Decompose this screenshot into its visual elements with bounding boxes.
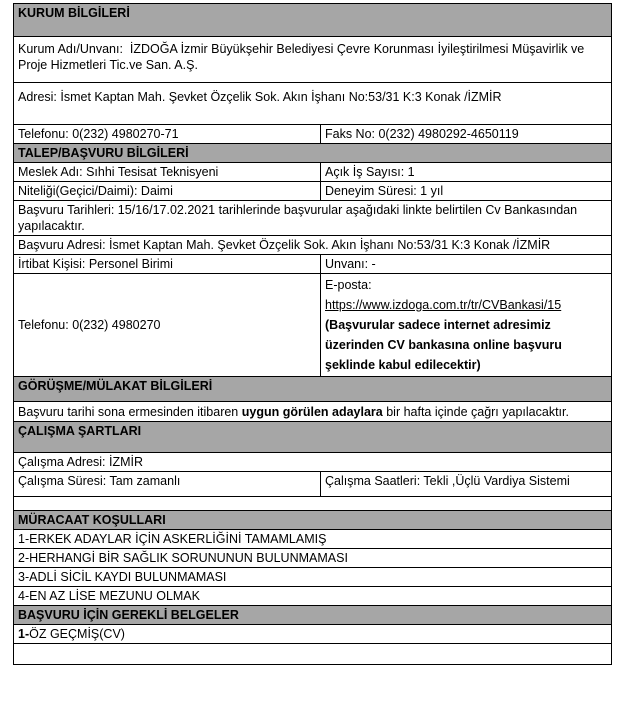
document-item-number: 1- <box>18 627 30 641</box>
interview-text-after: bir hafta içinde çağrı yapılacaktır. <box>382 405 569 419</box>
institution-section-header: KURUM BİLGİLERİ <box>14 4 612 37</box>
document-item-text: ÖZ GEÇMİŞ(CV) <box>29 627 125 641</box>
application-dates: Başvuru Tarihleri: 15/16/17.02.2021 tarihlerinde başvurular aşağıdaki linkte belirtilen Cv Bankasından yapılacaktır. <box>14 201 612 236</box>
work-hours: Çalışma Saatleri: Tekli ,Üçlü Vardiya Sistemi <box>321 472 612 497</box>
documents-section-header: BAŞVURU İÇİN GEREKLİ BELGELER <box>14 606 612 625</box>
work-address: Çalışma Adresi: İZMİR <box>14 453 612 472</box>
contact-person: İrtibat Kişisi: Personel Birimi <box>14 255 321 274</box>
interview-text-bold: uygun görülen adaylara <box>241 405 383 419</box>
interview-section-header: GÖRÜŞME/MÜLAKAT BİLGİLERİ <box>14 377 612 402</box>
contact-title: Unvanı: - <box>321 255 612 274</box>
open-positions: Açık İş Sayısı: 1 <box>321 163 612 182</box>
document-item <box>14 625 612 644</box>
job-posting-form <box>13 3 612 665</box>
application-address: Başvuru Adresi: İsmet Kaptan Mah. Şevket Özçelik Sok. Akın İşhanı No:53/31 K:3 Konak /İZMİR <box>14 236 612 255</box>
interview-text-before: Başvuru tarihi sona ermesinden itibaren <box>18 405 242 419</box>
requirements-section-header: MÜRACAAT KOŞULLARI <box>14 511 612 530</box>
work-duration: Çalışma Süresi: Tam zamanlı <box>14 472 321 497</box>
profession: Meslek Adı: Sıhhi Tesisat Teknisyeni <box>14 163 321 182</box>
application-phone: Telefonu: 0(232) 4980270 <box>14 274 321 377</box>
requirement-item: 4-EN AZ LİSE MEZUNU OLMAK <box>14 587 612 606</box>
institution-address: Adresi: İsmet Kaptan Mah. Şevket Özçelik Sok. Akın İşhanı No:53/31 K:3 Konak /İZMİR <box>14 83 612 125</box>
institution-fax: Faks No: 0(232) 4980292-4650119 <box>321 125 612 144</box>
email-cell <box>321 274 612 377</box>
online-application-note: (Başvurular sadece internet adresimiz üzerinden CV bankasına online başvuru şeklinde kabul edilecektir) <box>325 318 562 372</box>
institution-name-value: İZDOĞA İzmir Büyükşehir Belediyesi Çevre Korunması İyileştirilmesi Müşavirlik ve Proje Hizmetleri Tic.ve San. A.Ş. <box>18 42 585 72</box>
blank-row <box>14 497 612 511</box>
application-section-header: TALEP/BAŞVURU BİLGİLERİ <box>14 144 612 163</box>
experience-duration: Deneyim Süresi: 1 yıl <box>321 182 612 201</box>
requirement-item: 3-ADLİ SİCİL KAYDI BULUNMAMASI <box>14 568 612 587</box>
requirement-item: 1-ERKEK ADAYLAR İÇİN ASKERLİĞİNİ TAMAMLAMIŞ <box>14 530 612 549</box>
work-conditions-section-header: ÇALIŞMA ŞARTLARI <box>14 422 612 453</box>
employment-nature: Niteliği(Geçici/Daimi): Daimi <box>14 182 321 201</box>
email-label: E-posta: <box>325 278 372 292</box>
interview-info <box>14 402 612 422</box>
institution-name-label: Kurum Adı/Unvanı: <box>18 42 123 56</box>
institution-name <box>14 37 612 83</box>
cv-bank-link[interactable]: https://www.izdoga.com.tr/tr/CVBankasi/15 <box>325 298 562 312</box>
institution-phone: Telefonu: 0(232) 4980270-71 <box>14 125 321 144</box>
requirement-item: 2-HERHANGİ BİR SAĞLIK SORUNUNUN BULUNMAMASI <box>14 549 612 568</box>
blank-row <box>14 644 612 665</box>
